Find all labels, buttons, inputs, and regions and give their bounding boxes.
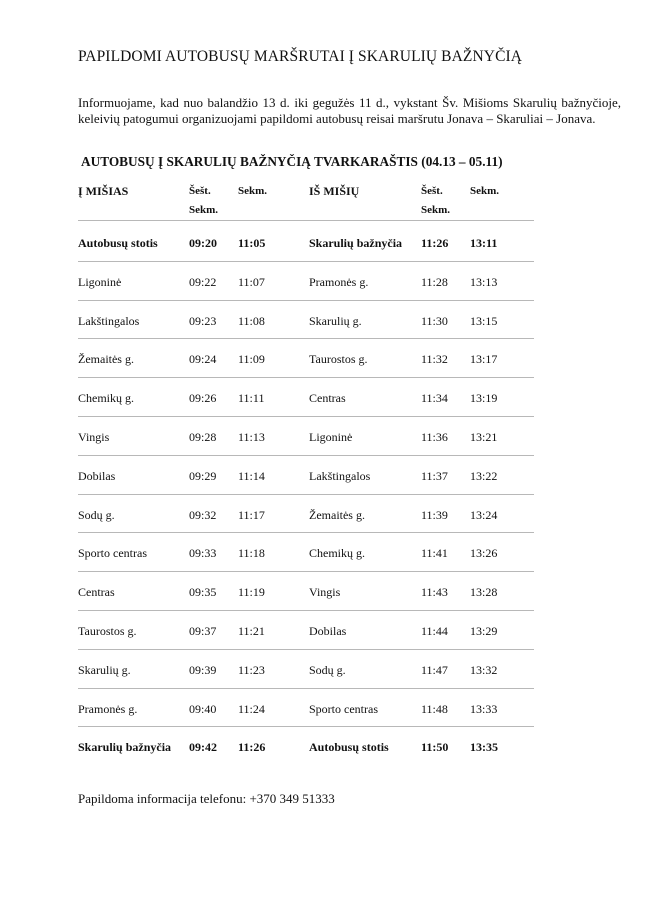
from-sat-time: 11:50 <box>421 740 449 755</box>
header-to-mass: Į MIŠIAS <box>78 184 129 198</box>
to-stop: Lakštingalos <box>78 313 140 328</box>
to-sat-time: 09:26 <box>189 391 217 406</box>
to-stop: Ligoninė <box>78 274 122 289</box>
from-stop: Skarulių g. <box>309 313 362 328</box>
from-stop: Lakštingalos <box>309 468 371 483</box>
from-stop: Skarulių bažnyčia <box>309 236 403 250</box>
table-row <box>78 338 534 378</box>
to-stop: Sporto centras <box>78 546 147 561</box>
from-sat-time: 11:34 <box>421 391 448 406</box>
to-stop: Pramonės g. <box>78 701 138 716</box>
from-sun-time: 13:28 <box>470 585 498 600</box>
to-stop: Vingis <box>78 430 110 444</box>
to-sun-time: 11:13 <box>238 430 265 444</box>
from-sun-time: 13:13 <box>470 274 498 289</box>
header-to-sat-line1: Šešt. <box>189 185 211 197</box>
to-sun-time: 11:17 <box>238 507 265 522</box>
from-sun-time: 13:15 <box>470 313 498 328</box>
from-sat-time: 11:41 <box>421 546 448 561</box>
header-from-mass: IŠ MIŠIŲ <box>309 184 360 198</box>
from-stop: Žemaitės g. <box>309 507 365 522</box>
to-stop: Sodų g. <box>78 507 115 522</box>
from-sat-time: 11:48 <box>421 701 448 716</box>
intro-paragraph: Informuojame, kad nuo balandžio 13 d. iki gegužės 11 d., vykstant Šv. Mišioms Skarulių bažnyčioje, keleivių patogumui organizuojami papildomi autobusų reisai maršrutu Jonava – Skaruliai – Jonava. <box>78 95 621 126</box>
from-stop: Vingis <box>309 585 341 600</box>
to-sat-time: 09:32 <box>189 507 217 522</box>
from-sat-time: 11:39 <box>421 507 448 522</box>
to-sat-time: 09:33 <box>189 546 217 561</box>
table-row <box>78 377 534 417</box>
to-sun-time: 11:19 <box>238 585 265 600</box>
from-stop: Sodų g. <box>309 662 346 677</box>
from-stop: Centras <box>309 391 346 406</box>
from-stop: Taurostos g. <box>309 352 368 367</box>
from-stop: Chemikų g. <box>309 546 365 561</box>
to-sun-time: 11:11 <box>238 391 265 406</box>
header-to-sat <box>189 182 218 220</box>
table-row <box>78 726 534 765</box>
to-stop: Chemikų g. <box>78 391 134 406</box>
to-stop: Dobilas <box>78 468 116 483</box>
table-row <box>78 222 534 262</box>
header-from-sat <box>421 182 450 220</box>
to-sat-time: 09:24 <box>189 352 217 367</box>
from-sat-time: 11:30 <box>421 313 448 328</box>
to-sun-time: 11:21 <box>238 624 265 638</box>
table-row <box>78 416 534 456</box>
from-sat-time: 11:44 <box>421 624 448 638</box>
to-sun-time: 11:07 <box>238 274 265 289</box>
to-sun-time: 11:26 <box>238 740 266 755</box>
from-sun-time: 13:29 <box>470 624 498 638</box>
to-stop: Žemaitės g. <box>78 352 134 367</box>
from-sat-time: 11:43 <box>421 585 448 600</box>
to-sun-time: 11:08 <box>238 313 265 328</box>
table-row <box>78 688 534 728</box>
table-row <box>78 261 534 301</box>
from-stop: Sporto centras <box>309 701 378 716</box>
from-sun-time: 13:24 <box>470 507 498 522</box>
to-sun-time: 11:23 <box>238 662 265 677</box>
header-to-sat-line2: Sekm. <box>189 204 219 216</box>
from-stop: Pramonės g. <box>309 274 369 289</box>
to-stop: Taurostos g. <box>78 624 137 638</box>
to-sun-time: 11:14 <box>238 468 265 483</box>
to-sat-time: 09:28 <box>189 430 217 444</box>
to-stop: Skarulių g. <box>78 662 131 677</box>
contact-info: Papildoma informacija telefonu: +370 349 51333 <box>78 791 335 806</box>
header-from-sun: Sekm. <box>470 185 500 197</box>
table-row <box>78 455 534 495</box>
to-sat-time: 09:22 <box>189 274 217 289</box>
to-sun-time: 11:05 <box>238 236 266 250</box>
from-stop: Autobusų stotis <box>309 740 389 755</box>
from-sun-time: 13:22 <box>470 468 498 483</box>
from-sun-time: 13:35 <box>470 740 498 755</box>
from-sun-time: 13:11 <box>470 236 498 250</box>
to-sat-time: 09:29 <box>189 468 217 483</box>
table-row <box>78 571 534 611</box>
from-sun-time: 13:19 <box>470 391 498 406</box>
header-from-sat-line1: Šešt. <box>421 185 443 197</box>
from-sat-time: 11:28 <box>421 274 448 289</box>
timetable-header <box>78 180 534 221</box>
to-sun-time: 11:18 <box>238 546 265 561</box>
to-sat-time: 09:23 <box>189 313 217 328</box>
table-row <box>78 610 534 650</box>
to-sat-time: 09:39 <box>189 662 217 677</box>
from-sat-time: 11:47 <box>421 662 448 677</box>
header-from-sat-line2: Sekm. <box>421 204 451 216</box>
to-sat-time: 09:42 <box>189 740 217 755</box>
to-sat-time: 09:40 <box>189 701 217 716</box>
to-sun-time: 11:24 <box>238 701 265 716</box>
table-row <box>78 649 534 689</box>
header-to-sun: Sekm. <box>238 185 268 197</box>
from-sat-time: 11:37 <box>421 468 448 483</box>
page-title: PAPILDOMI AUTOBUSŲ MARŠRUTAI Į SKARULIŲ BAŽNYČIĄ <box>78 48 523 65</box>
table-row <box>78 532 534 572</box>
from-stop: Dobilas <box>309 624 347 638</box>
timetable-title: AUTOBUSŲ Į SKARULIŲ BAŽNYČIĄ TVARKARAŠTIS (04.13 – 05.11) <box>81 154 503 169</box>
to-sat-time: 09:20 <box>189 236 217 250</box>
to-stop: Autobusų stotis <box>78 236 158 250</box>
from-sun-time: 13:17 <box>470 352 498 367</box>
to-sun-time: 11:09 <box>238 352 265 367</box>
to-stop: Skarulių bažnyčia <box>78 740 172 755</box>
from-sat-time: 11:36 <box>421 430 448 444</box>
table-row <box>78 300 534 340</box>
table-row <box>78 494 534 534</box>
to-sat-time: 09:35 <box>189 585 217 600</box>
from-sat-time: 11:26 <box>421 236 449 250</box>
from-stop: Ligoninė <box>309 430 353 444</box>
from-sun-time: 13:26 <box>470 546 498 561</box>
from-sun-time: 13:33 <box>470 701 498 716</box>
from-sun-time: 13:21 <box>470 430 498 444</box>
to-stop: Centras <box>78 585 115 600</box>
from-sun-time: 13:32 <box>470 662 498 677</box>
from-sat-time: 11:32 <box>421 352 448 367</box>
to-sat-time: 09:37 <box>189 624 217 638</box>
